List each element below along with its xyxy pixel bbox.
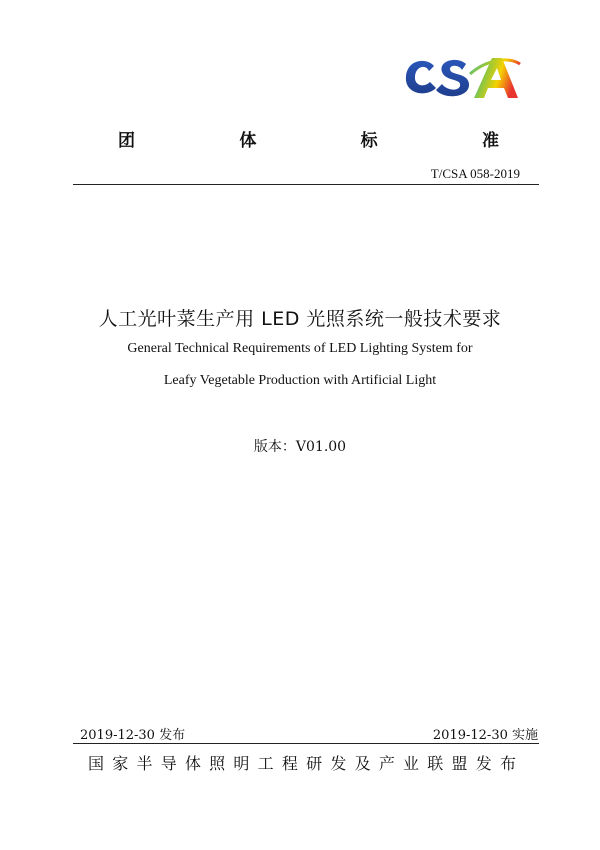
logo-letter-s	[436, 60, 469, 96]
publisher-char: 半	[136, 754, 153, 773]
version-label: 版本：V01.00	[253, 439, 347, 455]
footer-divider	[73, 743, 539, 744]
implement-date: 2019-12-30 实施	[432, 728, 538, 743]
publish-date: 2019-12-30 发布	[80, 728, 186, 743]
title-english-line-1: General Technical Requirements of LED Lighting System for	[127, 341, 473, 356]
csa-logo-graphic	[400, 52, 522, 104]
logo-letter-a	[474, 58, 518, 98]
publisher-char: 产	[378, 754, 395, 773]
standard-type-char: 标	[360, 131, 379, 151]
publisher-char: 研	[306, 754, 323, 773]
standard-type-char: 体	[239, 131, 258, 151]
publisher-char: 及	[354, 754, 371, 773]
standard-number: T/CSA 058-2019	[430, 166, 520, 181]
publisher-char: 工	[257, 754, 274, 773]
standard-type-char: 团	[118, 131, 136, 151]
publisher-char: 布	[499, 754, 516, 773]
publisher-char: 发	[475, 754, 492, 773]
publisher-name	[88, 751, 516, 774]
publisher-char: 体	[184, 754, 201, 773]
csa-logo	[400, 52, 522, 104]
publisher-char: 明	[233, 754, 250, 773]
publisher-char: 盟	[451, 754, 468, 773]
standard-type-char: 准	[481, 131, 500, 151]
header-divider	[73, 184, 539, 185]
publisher-char: 家	[112, 754, 129, 773]
title-chinese: 人工光叶菜生产用 LED 光照系统一般技术要求	[98, 308, 502, 330]
publisher-char: 国	[88, 754, 105, 773]
logo-letter-c	[406, 61, 436, 93]
publisher-char: 导	[160, 754, 177, 773]
publisher-char: 业	[403, 754, 420, 773]
publisher-char: 照	[209, 754, 226, 773]
publisher-char: 发	[330, 754, 347, 773]
standard-type-heading	[118, 126, 500, 151]
title-english-line-2: Leafy Vegetable Production with Artificial Light	[163, 373, 437, 388]
publisher-char: 程	[281, 754, 298, 773]
publisher-char: 联	[427, 754, 444, 773]
